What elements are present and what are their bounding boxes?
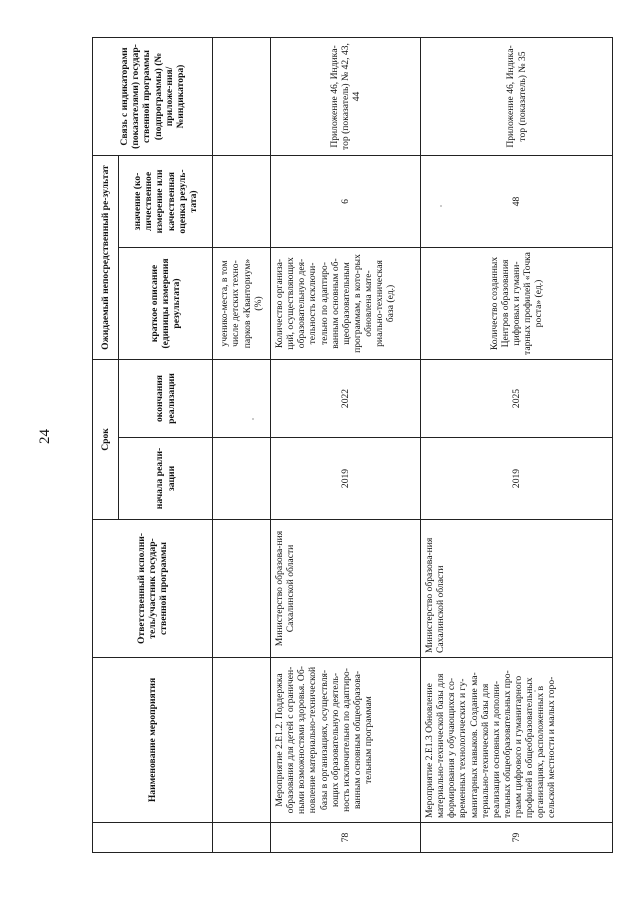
header-row-1 xyxy=(93,38,119,853)
header-responsible: Ответственный исполни-тель/участник государ-ственной программы xyxy=(93,520,213,658)
row-desc: Количество организа-ций, осуществляющих образовательную дея-тельность исключи-тельно по адаптиро-ванным основным об-щеобразовательным программам, в кото-рых обновлена мате-риально-техническая база (ед.) xyxy=(271,248,421,360)
row-start: 2019 xyxy=(421,438,613,520)
row-responsible: Министерство образова-ния Сахалинской области xyxy=(421,520,613,658)
rotated-table xyxy=(92,38,612,853)
row-start xyxy=(213,438,271,520)
row-link: Приложение 46, Индика-тор (показатель) № 35 xyxy=(421,38,613,156)
row-desc: ученико-места, в том числе детских техно-парков «Кванториум» (%) xyxy=(213,248,271,360)
header-name: Наименование мероприятия xyxy=(93,658,213,823)
row-num: 78 xyxy=(271,823,421,853)
row-name: Мероприятие 2.E1.3 Обновление материально-технической базы для формирования у обучающихся со-временных технологических и гу-манитарных навыков. Создание ма-териально-технической базы для реализации основных и дополни-тельных общеобразовательных про-грамм цифрового и гуманитарного профилей в общеобразовательных организациях, расположенных в сельской местности и малых горо- xyxy=(421,658,613,823)
header-link: Связь с индикаторами (показателями) государ-ственной программы (подпрограммы) (№ приложе-ния/№индикатора) xyxy=(93,38,213,156)
row-name: Мероприятие 2.E1.2. Поддержка образования для детей с ограничен-ными возможностями здоровья. Об-новление материально-технической базы в организациях, осуществля-ющих образовательную деятель-ность исключительно по адаптиро-ванным основным общеобразова-тельным программам xyxy=(271,658,421,823)
row-responsible: Министерство образова-ния Сахалинской области xyxy=(271,520,421,658)
row-end xyxy=(213,360,271,438)
row-end: 2022 xyxy=(271,360,421,438)
page-number: 24 xyxy=(37,429,53,444)
row-value: 6 xyxy=(271,156,421,248)
header-term-start: начала реали-зации xyxy=(119,438,213,520)
row-start: 2019 xyxy=(271,438,421,520)
row-responsible xyxy=(213,520,271,658)
header-num xyxy=(93,823,213,853)
row-link: Приложение 46, Индика-тор (показатель) № 42, 43, 44 xyxy=(271,38,421,156)
measures-table xyxy=(92,37,613,853)
table-row xyxy=(271,38,421,853)
header-term: Срок xyxy=(93,360,119,520)
header-term-end: окончания реализации xyxy=(119,360,213,438)
row-num: 79 xyxy=(421,823,613,853)
row-value xyxy=(213,156,271,248)
row-link xyxy=(213,38,271,156)
row-value: 48 xyxy=(421,156,613,248)
row-name xyxy=(213,658,271,823)
row-num xyxy=(213,823,271,853)
table-row xyxy=(421,38,613,853)
row-desc: Количество созданных Центров образования цифровых и гумани-тарных профилей «Точка роста» (ед.) xyxy=(421,248,613,360)
header-expected: Ожидаемый непосредственный ре-зультат xyxy=(93,156,119,360)
header-expected-desc: краткое описание (единицы измерения результата) xyxy=(119,248,213,360)
row-end: 2025 xyxy=(421,360,613,438)
header-expected-value: значение (ко-личественное измерение или качественная оценка резуль-тата) xyxy=(119,156,213,248)
table-row xyxy=(213,38,271,853)
